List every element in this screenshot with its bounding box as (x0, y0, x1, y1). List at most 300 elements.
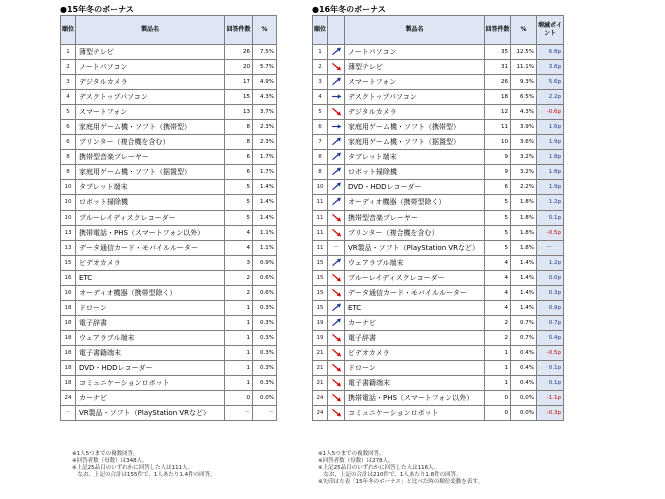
rank-cell: 8 (61, 165, 76, 180)
percent-cell: 12.5% (511, 45, 537, 60)
count-cell: 13 (225, 105, 253, 120)
arrow-down-icon (331, 379, 342, 386)
rank-change-cell (328, 360, 345, 375)
note-line: ※矢印は左表「15年冬のボーナス」と比べた時の順位変動を表す。 (318, 479, 483, 485)
arrow-down-icon (331, 289, 342, 296)
product-name-cell: ドローン (76, 300, 225, 315)
table-row (313, 225, 564, 240)
rank-change-cell (328, 330, 345, 345)
percent-cell: 2.2% (511, 180, 537, 195)
product-name-cell: ロボット掃除機 (345, 165, 485, 180)
percent-cell: 2.3% (253, 120, 277, 135)
rank-cell: 8 (313, 150, 328, 165)
arrow-right-icon (331, 93, 342, 100)
percent-cell: 1.4% (511, 300, 537, 315)
product-name-cell: 電子辞書 (345, 330, 485, 345)
count-cell: 2 (485, 330, 511, 345)
table-row (313, 120, 564, 135)
rank-cell: 15 (61, 255, 76, 270)
left-header-rank: 順位 (61, 16, 76, 45)
count-cell: 5 (485, 195, 511, 210)
rank-cell: 21 (313, 345, 328, 360)
product-name-cell: ETC (76, 270, 225, 285)
table-row (313, 150, 564, 165)
change-points-cell: 1.9p (537, 180, 564, 195)
left-title: ●15年冬のボーナス (60, 5, 134, 14)
table-row (313, 360, 564, 375)
percent-cell: 4.3% (511, 105, 537, 120)
rank-cell: 21 (313, 360, 328, 375)
count-cell: 5 (225, 195, 253, 210)
percent-cell: － (253, 406, 277, 421)
percent-cell: 1.8% (511, 195, 537, 210)
percent-cell: 0.0% (253, 391, 277, 406)
rank-change-cell (328, 90, 345, 105)
arrow-down-icon (331, 394, 342, 401)
product-name-cell: コミュニケーションロボット (76, 376, 225, 391)
count-cell: 9 (485, 165, 511, 180)
count-cell: 12 (485, 105, 511, 120)
table-row (313, 90, 564, 105)
percent-cell: 3.2% (511, 165, 537, 180)
right-panel (312, 5, 609, 421)
percent-cell: 0.3% (253, 330, 277, 345)
right-header-count: 回答件数 (485, 16, 511, 45)
right-header-name: 製品名 (345, 16, 485, 45)
rank-cell: 1 (313, 45, 328, 60)
left-header-count: 回答件数 (225, 16, 253, 45)
product-name-cell: ウェアラブル端末 (76, 330, 225, 345)
product-name-cell: ウェアラブル端末 (345, 255, 485, 270)
left-table (60, 15, 277, 421)
percent-cell: 0.4% (511, 376, 537, 391)
table-row (61, 165, 277, 180)
product-name-cell: オーディオ機器（携帯型除く） (76, 285, 225, 300)
percent-cell: 9.3% (511, 75, 537, 90)
count-cell: 9 (485, 150, 511, 165)
count-cell: 4 (485, 255, 511, 270)
note-line: ※1人5つまでの複数回答。 (72, 451, 139, 457)
count-cell: 1 (225, 360, 253, 375)
rank-cell: 24 (313, 406, 328, 421)
rank-cell: 18 (61, 300, 76, 315)
right-header-pct: % (511, 16, 537, 45)
table-row (313, 75, 564, 90)
table-row (61, 240, 277, 255)
table-row (313, 315, 564, 330)
rank-cell: 18 (61, 330, 76, 345)
product-name-cell: DVD・HDDレコーダー (76, 360, 225, 375)
product-name-cell: 携帯型音楽プレーヤー (76, 150, 225, 165)
count-cell: 5 (485, 225, 511, 240)
count-cell: 20 (225, 60, 253, 75)
rank-cell: 4 (313, 90, 328, 105)
left-header-name: 製品名 (76, 16, 225, 45)
change-points-cell: 0.0p (537, 270, 564, 285)
change-points-cell: 0.1p (537, 360, 564, 375)
arrow-up-icon (331, 168, 342, 175)
table-row (61, 150, 277, 165)
arrow-right-icon (331, 123, 342, 130)
percent-cell: 0.7% (511, 330, 537, 345)
product-name-cell: タブレット端末 (76, 180, 225, 195)
arrow-down-icon (331, 409, 342, 416)
change-points-cell: 0.1p (537, 210, 564, 225)
rank-cell: 11 (313, 195, 328, 210)
count-cell: 11 (485, 120, 511, 135)
product-name-cell: ブルーレイディスクレコーダー (345, 270, 485, 285)
arrow-up-icon (331, 304, 342, 311)
percent-cell: 1.4% (511, 270, 537, 285)
percent-cell: 0.6% (253, 285, 277, 300)
table-row (313, 285, 564, 300)
rank-change-cell (328, 75, 345, 90)
product-name-cell: 電子辞書 (76, 315, 225, 330)
rank-cell: 4 (61, 90, 76, 105)
product-name-cell: プリンター（複合機を含む） (345, 225, 485, 240)
count-cell: 1 (225, 315, 253, 330)
product-name-cell: ブルーレイディスクレコーダー (76, 210, 225, 225)
percent-cell: 1.1% (253, 240, 277, 255)
percent-cell: 1.4% (253, 195, 277, 210)
change-points-cell: -0.5p (537, 225, 564, 240)
product-name-cell: VR製品・ソフト（PlayStation VRなど） (76, 406, 225, 421)
product-name-cell: ロボット掃除機 (76, 195, 225, 210)
right-table-body (313, 45, 564, 421)
rank-change-cell (328, 195, 345, 210)
rank-cell: － (61, 406, 76, 421)
product-name-cell: ドローン (345, 360, 485, 375)
product-name-cell: カーナビ (76, 391, 225, 406)
rank-change-cell (328, 270, 345, 285)
rank-cell: 10 (61, 180, 76, 195)
percent-cell: 4.9% (253, 75, 277, 90)
count-cell: 2 (485, 315, 511, 330)
right-title: ●16年冬のボーナス (312, 5, 386, 14)
percent-cell: 0.7% (511, 315, 537, 330)
percent-cell: 4.3% (253, 90, 277, 105)
rank-cell: 2 (61, 60, 76, 75)
rank-cell: 8 (313, 165, 328, 180)
rank-cell: 3 (61, 75, 76, 90)
count-cell: 1 (485, 345, 511, 360)
rank-cell: 21 (313, 376, 328, 391)
rank-cell: 24 (313, 391, 328, 406)
rank-cell: 18 (61, 360, 76, 375)
percent-cell: 3.7% (253, 105, 277, 120)
product-name-cell: カーナビ (345, 315, 485, 330)
change-points-cell: 2.2p (537, 90, 564, 105)
left-header-pct: % (253, 16, 277, 45)
rank-change-cell (328, 300, 345, 315)
product-name-cell: スマートフォン (345, 75, 485, 90)
product-name-cell: 薄型テレビ (76, 45, 225, 60)
table-row (61, 135, 277, 150)
note-line: なお、上記の合計は155件で、1人あたり1.4件の回答。 (72, 472, 216, 478)
rank-change-cell (328, 285, 345, 300)
product-name-cell: 家庭用ゲーム機・ソフト（据置型） (76, 165, 225, 180)
product-name-cell: スマートフォン (76, 105, 225, 120)
right-header-arrow (328, 16, 345, 45)
product-name-cell: コミュニケーションロボット (345, 406, 485, 421)
change-points-cell: -0.6p (537, 105, 564, 120)
percent-cell: 1.4% (511, 255, 537, 270)
table-row (313, 165, 564, 180)
rank-cell: 16 (61, 285, 76, 300)
count-cell: 35 (485, 45, 511, 60)
rank-cell: 13 (61, 225, 76, 240)
rank-cell: 8 (61, 150, 76, 165)
rank-cell: 2 (313, 60, 328, 75)
change-points-cell: 1.6p (537, 120, 564, 135)
rank-cell: 11 (313, 210, 328, 225)
table-row (313, 300, 564, 315)
change-points-cell: 0.1p (537, 376, 564, 391)
count-cell: 0 (225, 391, 253, 406)
product-name-cell: オーディオ機器（携帯型除く） (345, 195, 485, 210)
rank-change-cell (328, 225, 345, 240)
count-cell: 2 (225, 270, 253, 285)
rank-change-cell (328, 105, 345, 120)
percent-cell: 11.1% (511, 60, 537, 75)
change-points-cell: 0.7p (537, 315, 564, 330)
product-name-cell: 携帯電話・PHS（スマートフォン以外） (345, 391, 485, 406)
rank-cell: 19 (313, 330, 328, 345)
arrow-up-icon (331, 153, 342, 160)
table-row (313, 330, 564, 345)
rank-cell: 3 (313, 75, 328, 90)
table-row (61, 105, 277, 120)
percent-cell: 1.8% (511, 240, 537, 255)
percent-cell: 1.4% (253, 210, 277, 225)
right-header-row (313, 16, 564, 45)
percent-cell: 0.4% (511, 360, 537, 375)
product-name-cell: デジタルカメラ (345, 105, 485, 120)
arrow-down-icon (331, 63, 342, 70)
table-row (313, 180, 564, 195)
table-row (313, 45, 564, 60)
rank-cell: 6 (61, 135, 76, 150)
rank-cell: 10 (61, 210, 76, 225)
table-row (61, 376, 277, 391)
count-cell: 8 (225, 135, 253, 150)
rank-cell: 6 (313, 120, 328, 135)
rank-change-cell (328, 60, 345, 75)
rank-change-cell (328, 240, 345, 255)
percent-cell: 3.9% (511, 120, 537, 135)
left-notes (72, 451, 216, 479)
rank-cell: 6 (61, 120, 76, 135)
count-cell: 4 (225, 225, 253, 240)
product-name-cell: ノートパソコン (76, 60, 225, 75)
arrow-down-icon (331, 364, 342, 371)
no-change-dash: － (332, 243, 339, 251)
product-name-cell: デスクトップパソコン (345, 90, 485, 105)
rank-change-cell (328, 255, 345, 270)
product-name-cell: 家庭用ゲーム機・ソフト（据置型） (345, 135, 485, 150)
change-points-cell: 1.8p (537, 165, 564, 180)
percent-cell: 0.3% (253, 376, 277, 391)
product-name-cell: ETC (345, 300, 485, 315)
table-row (313, 376, 564, 391)
rank-cell: 24 (61, 391, 76, 406)
rank-cell: 16 (61, 270, 76, 285)
percent-cell: 5.7% (253, 60, 277, 75)
table-row (61, 345, 277, 360)
table-row (61, 195, 277, 210)
percent-cell: 1.4% (253, 180, 277, 195)
rank-cell: 5 (61, 105, 76, 120)
rank-change-cell (328, 376, 345, 391)
note-line: ※回答者数（母数）は278人。 (318, 458, 394, 464)
change-points-cell: -0.3p (537, 406, 564, 421)
arrow-up-icon (331, 259, 342, 266)
table-row (313, 195, 564, 210)
change-points-cell: 6.8p (537, 45, 564, 60)
rank-cell: 10 (313, 180, 328, 195)
percent-cell: 0.3% (253, 300, 277, 315)
product-name-cell: デスクトップパソコン (76, 90, 225, 105)
table-row (61, 300, 277, 315)
change-points-cell: 5.6p (537, 75, 564, 90)
percent-cell: 3.2% (511, 150, 537, 165)
table-row (313, 210, 564, 225)
rank-cell: 15 (313, 300, 328, 315)
change-points-cell: 1.9p (537, 135, 564, 150)
left-table-body (61, 45, 277, 421)
rank-change-cell (328, 210, 345, 225)
product-name-cell: ビデオカメラ (76, 255, 225, 270)
count-cell: 15 (225, 90, 253, 105)
table-row (61, 391, 277, 406)
left-panel (60, 5, 309, 421)
count-cell: 6 (485, 180, 511, 195)
count-cell: 4 (485, 270, 511, 285)
count-cell: 5 (485, 210, 511, 225)
rank-change-cell (328, 345, 345, 360)
change-points-cell: 0.3p (537, 285, 564, 300)
rank-change-cell (328, 150, 345, 165)
count-cell: 17 (225, 75, 253, 90)
left-header-row (61, 16, 277, 45)
table-row (61, 210, 277, 225)
right-header-rank: 順位 (313, 16, 328, 45)
count-cell: 5 (225, 180, 253, 195)
count-cell: 6 (225, 165, 253, 180)
percent-cell: 2.3% (253, 135, 277, 150)
count-cell: 1 (225, 300, 253, 315)
count-cell: 18 (485, 90, 511, 105)
table-row (61, 90, 277, 105)
change-points-cell: 1.2p (537, 195, 564, 210)
note-line: ※1人5つまでの複数回答。 (318, 451, 385, 457)
rank-change-cell (328, 315, 345, 330)
right-header-change: 増減ポイント (537, 16, 564, 45)
count-cell: 1 (225, 330, 253, 345)
percent-cell: 0.3% (253, 315, 277, 330)
percent-cell: 7.5% (253, 45, 277, 60)
table-row (313, 240, 564, 255)
note-line: なお、上記の合計は210件で、1人あたり1.8件の回答。 (318, 472, 462, 478)
table-row (313, 60, 564, 75)
percent-cell: 0.4% (511, 345, 537, 360)
table-row (313, 255, 564, 270)
count-cell: 1 (485, 360, 511, 375)
product-name-cell: デジタルカメラ (76, 75, 225, 90)
change-points-cell: -1.1p (537, 391, 564, 406)
rank-change-cell (328, 406, 345, 421)
change-points-cell: 1.8p (537, 150, 564, 165)
product-name-cell: VR製品・ソフト（PlayStation VRなど） (345, 240, 485, 255)
table-row (313, 406, 564, 421)
product-name-cell: DVD・HDDレコーダー (345, 180, 485, 195)
rank-cell: 5 (313, 105, 328, 120)
rank-change-cell (328, 391, 345, 406)
arrow-down-icon (331, 214, 342, 221)
arrow-up-icon (331, 198, 342, 205)
count-cell: 26 (485, 75, 511, 90)
rank-cell: 18 (61, 376, 76, 391)
right-notes (318, 451, 483, 486)
table-row (61, 225, 277, 240)
rank-cell: 18 (61, 345, 76, 360)
count-cell: 6 (225, 150, 253, 165)
percent-cell: 0.0% (511, 406, 537, 421)
table-row (61, 406, 277, 421)
product-name-cell: 電子書籍端末 (76, 345, 225, 360)
table-row (313, 345, 564, 360)
table-row (313, 270, 564, 285)
product-name-cell: ビデオカメラ (345, 345, 485, 360)
arrow-down-icon (331, 334, 342, 341)
count-cell: 8 (225, 120, 253, 135)
arrow-down-icon (331, 229, 342, 236)
product-name-cell: 携帯型音楽プレーヤー (345, 210, 485, 225)
table-row (61, 330, 277, 345)
rank-cell: 1 (61, 45, 76, 60)
rank-cell: 18 (61, 315, 76, 330)
rank-cell: 15 (313, 255, 328, 270)
count-cell: 4 (225, 240, 253, 255)
note-line: ※回答者数（母数）は348人。 (72, 458, 148, 464)
product-name-cell: データ通信カード・モバイルルーター (76, 240, 225, 255)
product-name-cell: データ通信カード・モバイルルーター (345, 285, 485, 300)
arrow-up-icon (331, 78, 342, 85)
table-row (61, 270, 277, 285)
arrow-up-icon (331, 138, 342, 145)
rank-change-cell (328, 180, 345, 195)
percent-cell: 1.7% (253, 165, 277, 180)
percent-cell: 6.5% (511, 90, 537, 105)
rank-cell: 7 (313, 135, 328, 150)
change-points-cell: 3.6p (537, 60, 564, 75)
count-cell: 4 (485, 285, 511, 300)
table-row (61, 315, 277, 330)
table-row (61, 360, 277, 375)
change-points-cell: － (537, 240, 564, 255)
table-row (61, 285, 277, 300)
percent-cell: 0.9% (253, 255, 277, 270)
count-cell: 5 (485, 240, 511, 255)
change-points-cell: -0.5p (537, 345, 564, 360)
count-cell: 5 (225, 210, 253, 225)
percent-cell: 1.7% (253, 150, 277, 165)
count-cell: 31 (485, 60, 511, 75)
table-row (313, 135, 564, 150)
product-name-cell: 薄型テレビ (345, 60, 485, 75)
count-cell: 2 (225, 285, 253, 300)
rank-cell: 15 (313, 270, 328, 285)
